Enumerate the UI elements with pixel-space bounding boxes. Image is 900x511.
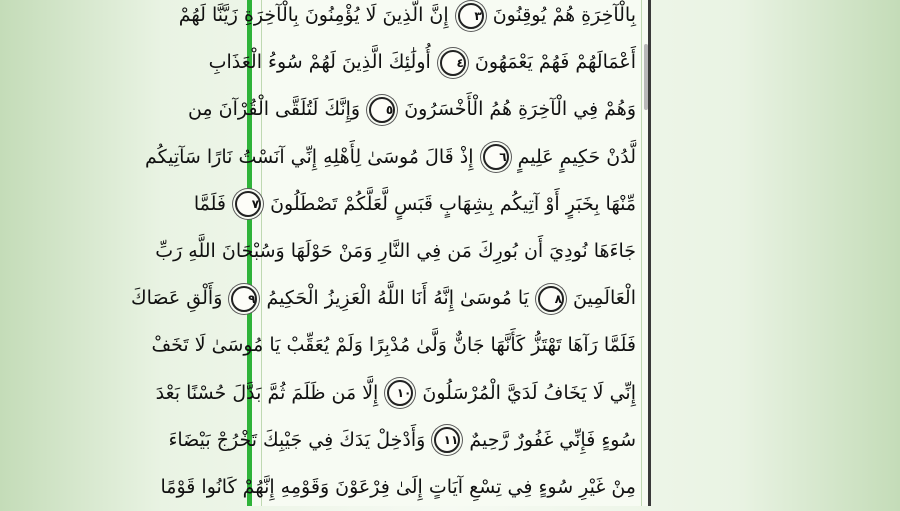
ayah-number-marker: ٦ (483, 144, 509, 170)
verse-text: بِالْآخِرَةِ هُمْ يُوقِنُونَ (492, 4, 636, 26)
verse-text: فَلَمَّا رَآهَا تَهْتَزُّ كَأَنَّهَا جَانٌّ وَلَّىٰ مُدْبِرًا وَلَمْ يُعَقِّبْ يَا مُوسَىٰ لَا تَخَفْ (151, 334, 636, 357)
verse-line (160, 464, 636, 511)
verse-line (187, 86, 636, 133)
ayah-number-marker: ١٠ (387, 380, 413, 406)
verse-text: وَإِنَّكَ لَتُلَقَّى الْقُرْآنَ مِن (187, 98, 361, 121)
mushaf-page (130, 0, 651, 506)
ayah-number-marker: ٥ (369, 97, 395, 123)
verse-text: لَّدُنْ حَكِيمٍ عَلِيمٍ (517, 145, 636, 168)
verse-line (178, 0, 636, 39)
ayah-number-marker: ١١ (434, 427, 460, 453)
verse-text: وَأَلْقِ عَصَاكَ (130, 287, 223, 310)
verse-text: مِّنْهَا بِخَبَرٍ أَوْ آتِيكُم بِشِهَابٍ قَبَسٍ لَّعَلَّكُمْ تَصْطَلُونَ (270, 192, 636, 215)
verse-line (155, 370, 636, 417)
ayah-number-marker: ٣ (458, 3, 484, 29)
verse-text: أُولَٰئِكَ الَّذِينَ لَهُمْ سُوءُ الْعَذَابِ (208, 51, 431, 74)
verse-text: فَلَمَّا (193, 192, 226, 215)
verse-text: إِنَّ الَّذِينَ لَا يُؤْمِنُونَ بِالْآخِرَةِ زَيَّنَّا لَهُمْ (178, 4, 449, 26)
verse-line (208, 39, 636, 86)
ayah-number-marker: ٨ (538, 286, 564, 312)
verse-text: إِلَّا مَن ظَلَمَ ثُمَّ بَدَّلَ حُسْنًا بَعْدَ (155, 381, 379, 404)
ayah-number-marker: ٧ (235, 191, 261, 217)
verse-text: جَاءَهَا نُودِيَ أَن بُورِكَ مَن فِي النَّارِ وَمَنْ حَوْلَهَا وَسُبْحَانَ اللَّهِ رَبِّ (155, 239, 636, 262)
verse-text: وَهُمْ فِي الْآخِرَةِ هُمُ الْأَخْسَرُونَ (404, 98, 636, 121)
verse-text: يَا مُوسَىٰ إِنَّهُ أَنَا اللَّهُ الْعَزِيزُ الْحَكِيمُ (266, 287, 529, 310)
verse-line (144, 134, 636, 181)
verse-text: إِنِّي لَا يَخَافُ لَدَيَّ الْمُرْسَلُونَ (422, 381, 636, 404)
verse-line (151, 322, 636, 369)
verse-text: الْعَالَمِينَ (573, 287, 636, 310)
scrollbar-thumb[interactable] (644, 44, 648, 110)
scrollbar[interactable] (643, 0, 648, 506)
verse-line (193, 181, 636, 228)
verse-text: إِذْ قَالَ مُوسَىٰ لِأَهْلِهِ إِنِّي آنَسْتُ نَارًا سَآتِيكُم (144, 145, 474, 168)
verse-lines (130, 0, 636, 511)
verse-text: وَأَدْخِلْ يَدَكَ فِي جَيْبِكَ تَخْرُجْ بَيْضَاءَ (168, 428, 426, 451)
verse-line (155, 228, 636, 275)
ayah-number-marker: ٤ (440, 50, 466, 76)
verse-text: مِنْ غَيْرِ سُوءٍ فِي تِسْعِ آيَاتٍ إِلَىٰ فِرْعَوْنَ وَقَوْمِهِ إِنَّهُمْ كَانُوا قَوْمًا (160, 475, 636, 498)
ayah-number-marker: ٩ (231, 286, 257, 312)
verse-text: سُوءٍ فَإِنِّي غَفُورٌ رَّحِيمٌ (469, 428, 636, 451)
verse-text: أَعْمَالَهُمْ فَهُمْ يَعْمَهُونَ (474, 51, 636, 74)
verse-line (130, 275, 636, 322)
verse-line (168, 417, 636, 464)
page-inner-rule-right (641, 0, 642, 506)
